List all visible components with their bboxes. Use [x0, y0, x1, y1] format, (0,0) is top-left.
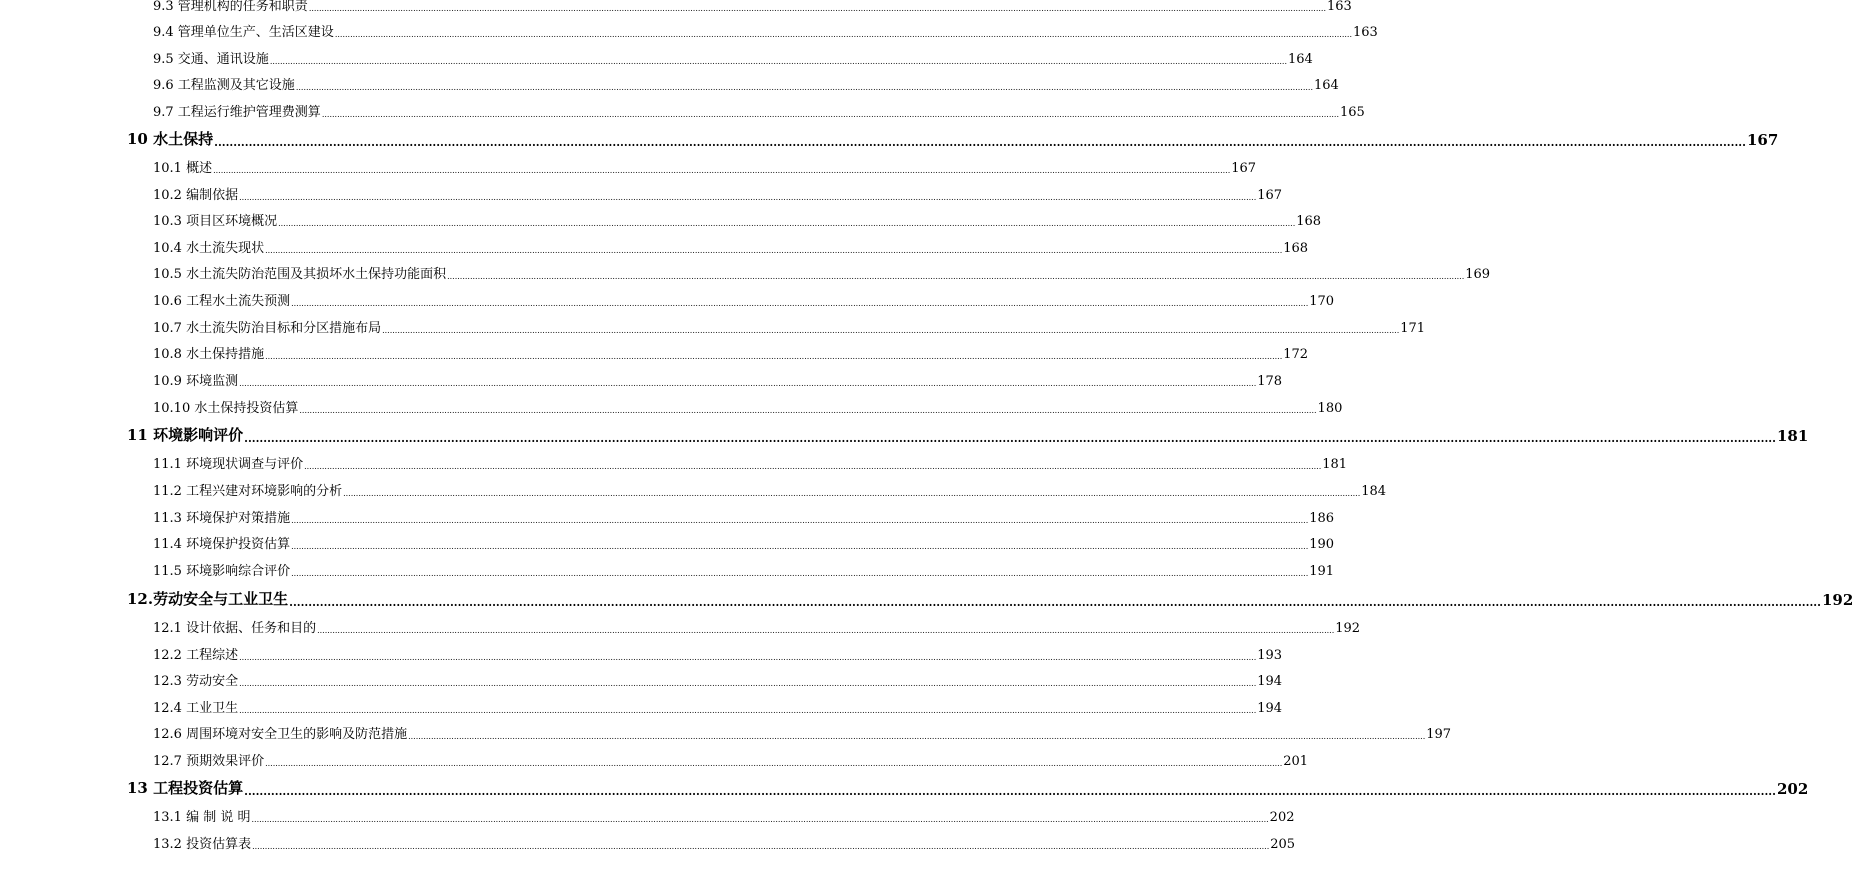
- toc-chapter[interactable]: [127, 129, 1779, 149]
- toc-leader-dots: ................................................................................................................................................................................................................................................................................................................................................................................................................: [239, 193, 1257, 202]
- toc-entry[interactable]: [153, 22, 1378, 40]
- toc-leader-dots: ................................................................................................................................................................................................................................................................................................................................................................................................................: [214, 136, 1746, 149]
- toc-entry-title: 12.7 预期效果评价: [153, 754, 265, 769]
- toc-chapter-page: 167: [1746, 131, 1779, 149]
- toc-leader-dots: ................................................................................................................................................................................................................................................................................................................................................................................................................: [447, 272, 1465, 281]
- toc-entry-page: 171: [1400, 321, 1426, 336]
- toc-entry[interactable]: [153, 102, 1365, 120]
- toc-entry[interactable]: [153, 698, 1283, 716]
- toc-entry-page: 164: [1314, 78, 1339, 93]
- toc-entry-title: 11.4 环境保护投资估算: [153, 537, 291, 552]
- toc-chapter[interactable]: [127, 778, 1809, 798]
- toc-entry-title: 9.7 工程运行维护管理费测算: [153, 105, 321, 120]
- toc-entry-page: 172: [1283, 347, 1309, 362]
- toc-leader-dots: ................................................................................................................................................................................................................................................................................................................................................................................................................: [291, 299, 1309, 308]
- toc-entry-page: 202: [1269, 810, 1295, 825]
- toc-entry[interactable]: [153, 49, 1313, 67]
- toc-entry[interactable]: [153, 211, 1322, 229]
- toc-leader-dots: ................................................................................................................................................................................................................................................................................................................................................................................................................: [291, 542, 1309, 551]
- toc-entry-title: 13.2 投资估算表: [153, 837, 252, 852]
- toc-entry[interactable]: [153, 0, 1352, 14]
- toc-leader-dots: ................................................................................................................................................................................................................................................................................................................................................................................................................: [382, 326, 1400, 335]
- toc-leader-dots: ................................................................................................................................................................................................................................................................................................................................................................................................................: [239, 653, 1257, 662]
- toc-entry-page: 186: [1309, 511, 1335, 526]
- toc-entry[interactable]: [153, 344, 1309, 362]
- toc-entry-page: 164: [1288, 52, 1313, 67]
- toc-entry-title: 11.3 环境保护对策措施: [153, 511, 291, 526]
- toc-entry[interactable]: [153, 618, 1361, 636]
- toc-entry-page: 180: [1317, 401, 1343, 416]
- toc-entry[interactable]: [153, 561, 1335, 579]
- toc-chapter-title: 12.劳动安全与工业卫生: [127, 590, 289, 608]
- toc-entry-page: 167: [1231, 161, 1257, 176]
- toc-entry-page: 194: [1257, 701, 1283, 716]
- toc-entry-title: 10.4 水土流失现状: [153, 241, 265, 256]
- toc-entry[interactable]: [153, 481, 1387, 499]
- toc-entry[interactable]: [153, 508, 1335, 526]
- toc-chapter-page: 181: [1776, 427, 1809, 445]
- toc-entry-page: 168: [1283, 241, 1309, 256]
- toc-leader-dots: ................................................................................................................................................................................................................................................................................................................................................................................................................: [252, 842, 1270, 851]
- toc-entry-page: 165: [1340, 105, 1365, 120]
- toc-entry-page: 191: [1309, 564, 1335, 579]
- toc-entry[interactable]: [153, 454, 1348, 472]
- toc-entry-title: 10.9 环境监测: [153, 374, 239, 389]
- toc-chapter-page: 192: [1821, 591, 1853, 609]
- toc-leader-dots: ................................................................................................................................................................................................................................................................................................................................................................................................................: [334, 30, 1352, 39]
- toc-leader-dots: ................................................................................................................................................................................................................................................................................................................................................................................................................: [244, 432, 1776, 445]
- toc-leader-dots: ................................................................................................................................................................................................................................................................................................................................................................................................................: [289, 596, 1821, 609]
- toc-leader-dots: ................................................................................................................................................................................................................................................................................................................................................................................................................: [299, 406, 1317, 415]
- toc-entry-page: 170: [1309, 294, 1335, 309]
- toc-leader-dots: ................................................................................................................................................................................................................................................................................................................................................................................................................: [343, 489, 1361, 498]
- toc-leader-dots: ................................................................................................................................................................................................................................................................................................................................................................................................................: [408, 732, 1426, 741]
- toc-entry-title: 10.8 水土保持措施: [153, 347, 265, 362]
- toc-entry-page: 167: [1257, 188, 1283, 203]
- toc-entry-page: 192: [1335, 621, 1361, 636]
- toc-entry-title: 12.6 周围环境对安全卫生的影响及防范措施: [153, 727, 408, 742]
- toc-leader-dots: ................................................................................................................................................................................................................................................................................................................................................................................................................: [291, 569, 1309, 578]
- toc-leader-dots: ................................................................................................................................................................................................................................................................................................................................................................................................................: [244, 785, 1776, 798]
- toc-leader-dots: ................................................................................................................................................................................................................................................................................................................................................................................................................: [308, 4, 1326, 13]
- toc-entry-page: 201: [1283, 754, 1309, 769]
- toc-chapter-title: 10 水土保持: [127, 130, 214, 148]
- toc-leader-dots: ................................................................................................................................................................................................................................................................................................................................................................................................................: [317, 626, 1335, 635]
- toc-chapter[interactable]: [127, 425, 1809, 445]
- toc-entry-title: 11.5 环境影响综合评价: [153, 564, 291, 579]
- toc-entry-title: 11.2 工程兴建对环境影响的分析: [153, 484, 343, 499]
- toc-entry[interactable]: [153, 645, 1283, 663]
- toc-leader-dots: ................................................................................................................................................................................................................................................................................................................................................................................................................: [269, 57, 1287, 66]
- toc-leader-dots: ................................................................................................................................................................................................................................................................................................................................................................................................................: [321, 110, 1339, 119]
- toc-entry[interactable]: [153, 834, 1296, 852]
- toc-entry[interactable]: [153, 534, 1335, 552]
- toc-leader-dots: ................................................................................................................................................................................................................................................................................................................................................................................................................: [265, 352, 1283, 361]
- toc-entry-page: 197: [1426, 727, 1452, 742]
- toc-leader-dots: ................................................................................................................................................................................................................................................................................................................................................................................................................: [251, 815, 1269, 824]
- toc-entry-title: 10.7 水土流失防治目标和分区措施布局: [153, 321, 382, 336]
- toc-leader-dots: ................................................................................................................................................................................................................................................................................................................................................................................................................: [265, 246, 1283, 255]
- toc-leader-dots: ................................................................................................................................................................................................................................................................................................................................................................................................................: [213, 166, 1231, 175]
- toc-entry-page: 193: [1257, 648, 1283, 663]
- toc-entry[interactable]: [153, 724, 1452, 742]
- toc-entry-title: 9.5 交通、通讯设施: [153, 52, 269, 67]
- toc-entry-page: 184: [1361, 484, 1387, 499]
- toc-entry[interactable]: [153, 398, 1343, 416]
- toc-leader-dots: ................................................................................................................................................................................................................................................................................................................................................................................................................: [265, 759, 1283, 768]
- toc-entry-page: 168: [1296, 214, 1322, 229]
- toc-entry[interactable]: [153, 158, 1257, 176]
- toc-entry-page: 163: [1353, 25, 1378, 40]
- toc-entry[interactable]: [153, 238, 1309, 256]
- toc-leader-dots: ................................................................................................................................................................................................................................................................................................................................................................................................................: [304, 462, 1322, 471]
- toc-entry-page: 178: [1257, 374, 1283, 389]
- toc-entry-title: 13.1 编 制 说 明: [153, 810, 251, 825]
- toc-entry-title: 10.6 工程水土流失预测: [153, 294, 291, 309]
- toc-chapter-page: 202: [1776, 780, 1809, 798]
- toc-entry-title: 10.1 概述: [153, 161, 213, 176]
- toc-entry[interactable]: [153, 671, 1283, 689]
- toc-leader-dots: ................................................................................................................................................................................................................................................................................................................................................................................................................: [278, 219, 1296, 228]
- toc-entry-title: 10.10 水土保持投资估算: [153, 401, 299, 416]
- toc-entry[interactable]: [153, 318, 1426, 336]
- toc-entry-title: 12.4 工业卫生: [153, 701, 239, 716]
- toc-entry[interactable]: [153, 291, 1335, 309]
- toc-entry[interactable]: [153, 807, 1295, 825]
- toc-leader-dots: ................................................................................................................................................................................................................................................................................................................................................................................................................: [295, 83, 1313, 92]
- toc-entry-title: 9.3 管理机构的任务和职责: [153, 0, 308, 14]
- toc-entry-title: 10.5 水土流失防治范围及其损坏水土保持功能面积: [153, 267, 447, 282]
- toc-chapter-title: 13 工程投资估算: [127, 779, 244, 797]
- toc-entry-page: 205: [1270, 837, 1296, 852]
- toc-entry-page: 194: [1257, 674, 1283, 689]
- toc-leader-dots: ................................................................................................................................................................................................................................................................................................................................................................................................................: [239, 679, 1257, 688]
- toc-chapter-title: 11 环境影响评价: [127, 426, 244, 444]
- toc-entry-page: 163: [1327, 0, 1352, 14]
- toc-entry[interactable]: [153, 75, 1339, 93]
- toc-entry-title: 9.4 管理单位生产、生活区建设: [153, 25, 334, 40]
- toc-entry-page: 169: [1465, 267, 1491, 282]
- toc-leader-dots: ................................................................................................................................................................................................................................................................................................................................................................................................................: [239, 379, 1257, 388]
- toc-entry[interactable]: [153, 751, 1309, 769]
- toc-entry-title: 9.6 工程监测及其它设施: [153, 78, 295, 93]
- toc-leader-dots: ................................................................................................................................................................................................................................................................................................................................................................................................................: [291, 516, 1309, 525]
- toc-chapter[interactable]: [127, 589, 1853, 609]
- toc-entry-title: 10.3 项目区环境概况: [153, 214, 278, 229]
- toc-entry[interactable]: [153, 264, 1491, 282]
- toc-entry[interactable]: [153, 185, 1283, 203]
- toc-entry-title: 11.1 环境现状调查与评价: [153, 457, 304, 472]
- toc-leader-dots: ................................................................................................................................................................................................................................................................................................................................................................................................................: [239, 706, 1257, 715]
- toc-entry-page: 190: [1309, 537, 1335, 552]
- toc-entry-title: 12.1 设计依据、任务和目的: [153, 621, 317, 636]
- toc-entry-page: 181: [1322, 457, 1348, 472]
- toc-entry-title: 12.2 工程综述: [153, 648, 239, 663]
- toc-entry[interactable]: [153, 371, 1283, 389]
- toc-entry-title: 10.2 编制依据: [153, 188, 239, 203]
- toc-entry-title: 12.3 劳动安全: [153, 674, 239, 689]
